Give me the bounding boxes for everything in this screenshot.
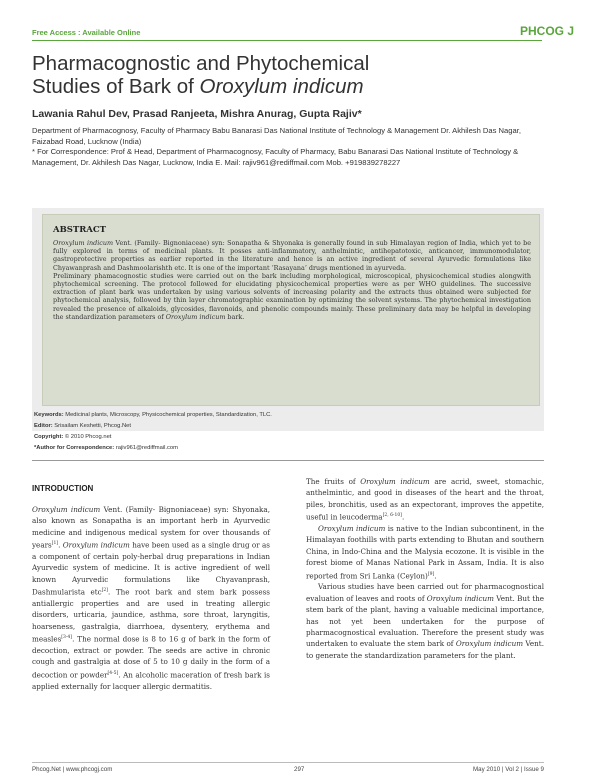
title-line-2-plain: Studies of Bark of	[32, 75, 200, 98]
editor-value: Srisailam Keshetti, Phcog.Net	[52, 423, 131, 429]
abstract-p1-text: Vent. (Family- Bignoniaceae) syn: Sonapatha & Shyonaka is generally found in sub Himalayan region of India, which yet to be fully explored in terms of medicinal plants. It posses anti-inflammatory, anthelmintic, antihepatotoxic, anticancer, immunomodulator, gastroprotective properties as earlier reported in the literature and hence is an active ingredient of several Ayurvedic formulations like Chyawanprash and Dashmoolarishth etc. It is one of the important ‘Rasayana’ drugs mentioned in ayurveda.	[53, 239, 531, 272]
citation[interactable]: [1]	[51, 541, 59, 547]
text-run: are acrid, sweet, stomachic, anthelmintic, and good in diseases of the heart and the throat, piles, bronchitis, used as an expectorant, improves the appetite, useful in leucoderma	[306, 477, 544, 522]
left-column	[32, 504, 270, 692]
copyright-value: © 2010 Phcog.net	[63, 434, 112, 440]
section-divider	[32, 460, 544, 461]
title-line-1: Pharmacognostic and Phytochemical	[32, 52, 370, 75]
journal-logo: PHCOG J	[519, 24, 574, 38]
text-run: .	[58, 540, 63, 550]
text-run: Vent. But the stem bark of the plant, having a valuable medicinal importance, has not yet been undertaken for the purpose of pharmacognostical evaluation. Therefore the present study was undertaken to evaluate the stem bark of	[306, 593, 544, 649]
keywords-label: Keywords:	[34, 412, 64, 418]
text-run: have been used as a single drug or as a component of certain poly-herbal drug preparations in Indian Ayurvedic system of medicine. It is active ingredient of well known Ayurvedic formulations like Chyavanprash, Dashmularista etc	[32, 540, 270, 597]
citation[interactable]: [3-4]	[61, 635, 73, 641]
abstract-paragraph-1	[53, 239, 531, 272]
text-run: Various studies have been carried out for pharmacognostical evaluation of leaves and roots of	[306, 582, 544, 603]
author-list: Lawania Rahul Dev, Prasad Ranjeeta, Mishra Anurag, Gupta Rajiv*	[32, 108, 362, 120]
text-run: Vent. to generate the standardization parameters for the plant.	[306, 639, 544, 660]
intro-paragraph-right-1	[306, 476, 544, 523]
abstract-species-italic: Oroxylum indicum	[53, 239, 114, 247]
footer-website[interactable]: Phcog.Net | www.phcogj.com	[32, 766, 113, 773]
right-column	[306, 476, 544, 661]
page-number: 297	[294, 766, 305, 773]
affiliation-dept: Department of Pharmacognosy, Faculty of Pharmacy Babu Banarasi Das National Institute of Technology & Management Dr. Akhilesh Das Nagar, Faizabad Road, Lucknow (India)	[32, 126, 521, 146]
species-italic: Oroxylum indicum	[455, 639, 524, 649]
species-italic: Oroxylum indicum	[32, 505, 101, 514]
species-italic: Oroxylum indicum	[426, 593, 494, 603]
intro-paragraph-right-2	[306, 523, 544, 581]
header-bar	[32, 24, 574, 40]
title-line-2	[32, 75, 552, 98]
species-italic: Oroxylum indicum	[360, 477, 430, 486]
issue-info: May 2010 | Vol 2 | Issue 9	[473, 766, 544, 773]
abstract-p2-text: Preliminary phamacognostic studies were carried out on the bark including morphological, microscopical, physicochemical studies alongwith phytochemical screening. The protocol followed for elucidating physicochemical properties were as per WHO guidelines. The successive extraction of plant bark was undertaken by using various solvents of increasing polarity and the extracts thus obtained were subjected for phytochemical analysis, followed by thin layer chromatographic examination by optimizing the solvent systems. The phytochemical investigation revealed the presence of alkaloids, glycosides, flavonoids, and phenolic compounds mainly. These preliminary data may be helpful in developing the standardization parameters of	[53, 271, 531, 321]
text-run: .	[434, 571, 437, 581]
text-run: The fruits of	[306, 477, 361, 486]
text-run: .	[401, 512, 405, 522]
introduction-heading: INTRODUCTION	[32, 484, 94, 493]
citation[interactable]: [2, 6-10]	[382, 513, 402, 519]
abstract-paragraph-2	[53, 272, 531, 321]
species-italic: Oroxylum indicum	[62, 540, 130, 550]
keywords-value: Medicinal plants, Microscopy, Physicochemical properties, Standardization, TLC.	[63, 412, 272, 418]
intro-paragraph-left	[32, 504, 270, 692]
editor-label: Editor:	[34, 423, 53, 429]
keywords-line	[34, 412, 534, 418]
affiliation-correspondence: * For Correspondence: Prof & Head, Department of Pharmacognosy, Faculty of Pharmacy, Babu Banarasi Das National Institute of Technology & Management, Dr. Akhilesh Das Nagar, Lucknow, India E. Mail: rajiv961@rediffmail.com Mob. +919839278227	[32, 147, 519, 167]
abstract-text	[53, 239, 531, 321]
species-italic: Oroxylum indicum	[318, 524, 386, 534]
title-line-2-italic: Oroxylum indicum	[199, 75, 364, 98]
text-run: . The normal dose is 8 to 16 g of bark in the form of decoction, extract or powder. The seeds are active in chronic cough and gastralgia at dose of 5 to 10 g daily in the form of a decoction or powder	[32, 634, 270, 680]
abstract-p2-end: bark.	[225, 312, 245, 321]
citation[interactable]: [4-5]	[107, 670, 119, 676]
free-access-label: Free Access : Available Online	[32, 28, 141, 37]
text-run: . The root bark and stem bark possess antiallergic properties and are used in treating allergic disorders, urticaria, jaundice, asthma, sore throat, laryngitis, hoarseness, gastralgia, diarrhoea, dysentery, erythema and measles	[32, 587, 270, 644]
correspondence-label: *Author for Correspondence:	[34, 445, 115, 451]
correspondence-line	[34, 445, 534, 451]
text-run: Vent. (Family- Bignoniaceae) syn: Shyonaka, also known as Sonapatha is an important herb in Ayurvedic medicine and indigenous medical system for over thousands of years	[32, 505, 270, 550]
text-run: is native to the Indian subcontinent, in the Himalayan foothills with parts extending to Bhutan and southern China, in Indo-China and the Malysia ecozone. It is visible in the forest biome of Manas National Park in Assam, India. It is also reported from Sri Lanka (Ceylon)	[306, 524, 544, 581]
editor-line	[34, 423, 534, 429]
copyright-line	[34, 434, 534, 440]
affiliation-block	[32, 126, 544, 168]
correspondence-email[interactable]: rajiv961@rediffmail.com	[114, 445, 178, 451]
citation[interactable]: [2]	[101, 588, 109, 594]
abstract-p2-species: Oroxylum indicum	[165, 312, 226, 321]
header-divider	[32, 40, 542, 41]
abstract-heading: ABSTRACT	[53, 225, 106, 235]
abstract-panel	[42, 214, 540, 406]
article-title	[32, 52, 552, 98]
footer-divider	[32, 762, 544, 763]
text-run: . An alcoholic maceration of fresh bark is applied externally for lacquer allergic dermatitis.	[32, 670, 270, 691]
citation[interactable]: [9]	[427, 571, 435, 577]
intro-paragraph-right-3	[306, 581, 544, 661]
copyright-label: Copyright:	[34, 434, 64, 440]
